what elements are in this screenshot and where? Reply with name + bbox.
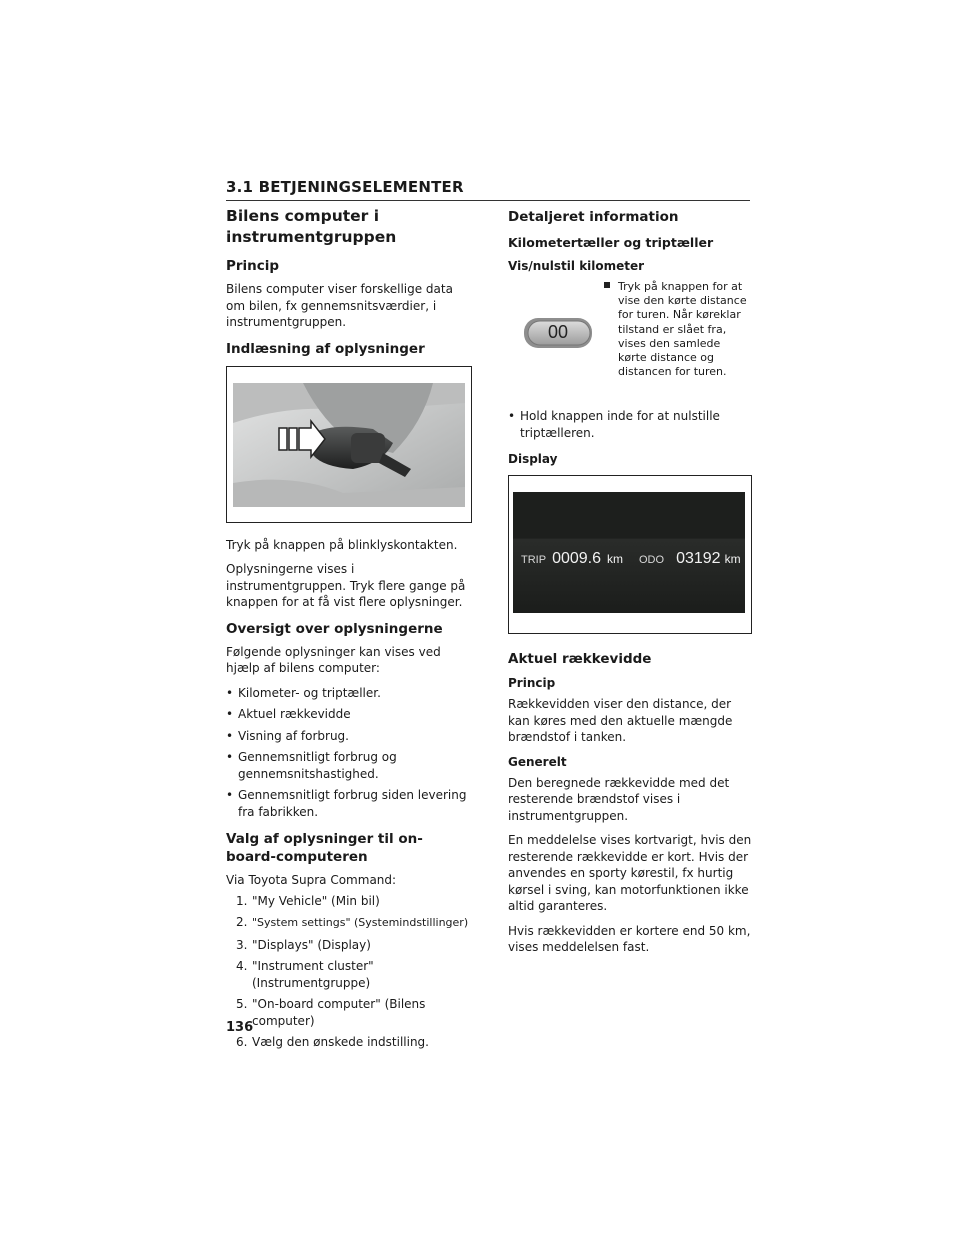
list-item: • Aktuel rækkevidde (226, 706, 470, 723)
odo-heading: Kilometertæller og triptæller (508, 235, 714, 250)
steps-list (236, 893, 470, 1051)
square-bullet-icon (604, 282, 610, 288)
list-item (236, 958, 470, 991)
display-heading: Display (508, 452, 558, 466)
list-item: • Visning af forbrug. (226, 728, 470, 745)
odo-unit: km (724, 552, 741, 566)
stalk-scene (233, 383, 465, 507)
step-text: "Displays" (Display) (252, 937, 371, 952)
list-item: • Gennemsnitligt forbrug siden levering fra fabrikken. (226, 787, 470, 820)
instrument-screen (513, 492, 745, 613)
right-column (508, 206, 752, 964)
reset-heading: Vis/nulstil kilometer (508, 259, 645, 273)
general-text-3: Hvis rækkevidden er kortere end 50 km, vises meddelelsen fast. (508, 923, 751, 954)
knob-description (604, 280, 752, 379)
principle-text: Bilens computer viser forskellige data om bilen, fx gennemsnitsværdier, i instrumentgruppen. (226, 282, 453, 329)
page-title: Bilens computer i instrumentgruppen (226, 207, 397, 246)
left-column (226, 206, 470, 1056)
odo-value: 03192 (676, 550, 721, 567)
general-heading: Generelt (508, 754, 567, 769)
step-number: 1. (236, 893, 248, 908)
select-heading: Valg af oplysninger til on-board-computeren (226, 831, 423, 865)
list-item (236, 937, 470, 954)
knob-label: 00 (548, 322, 569, 342)
overview-text: Følgende oplysninger kan vises ved hjælp af bilens computer: (226, 644, 441, 675)
step-number: 5. (236, 997, 248, 1011)
trip-odo-readout (521, 550, 741, 568)
step-text: "System settings" (Systemindstillinger) (252, 916, 469, 929)
turn-signal-stalk-drawing (233, 383, 465, 507)
overview-list (226, 685, 470, 821)
stalk-button-illustration (226, 366, 472, 523)
list-item (236, 914, 470, 932)
step-text: "Instrument cluster" (Instrumentgruppe) (252, 959, 374, 990)
hold-list (508, 408, 752, 441)
general-text-1: Den beregnede rækkevidde med det resterende brændstof vises i instrumentgruppen. (508, 775, 730, 823)
step-number: 2. (236, 915, 248, 929)
list-item: • Gennemsnitligt forbrug og gennemsnitshastighed. (226, 749, 470, 782)
step-text: "On-board computer" (Bilens computer) (252, 997, 426, 1028)
range-heading: Aktuel rækkevidde (508, 651, 652, 667)
trip-reset-button-illustration (508, 280, 604, 400)
principle-heading: Princip (226, 258, 280, 274)
select-intro: Via Toyota Supra Command: (226, 873, 397, 887)
list-item: • Kilometer- og triptæller. (226, 685, 470, 702)
list-item: • Hold knappen inde for at nulstille triptælleren. (508, 408, 752, 441)
list-item (236, 1034, 470, 1051)
step-number: 3. (236, 937, 248, 952)
range-principle-text: Rækkevidden viser den distance, der kan køres med den aktuelle mængde brændstof i tanken. (508, 697, 733, 744)
trip-label: TRIP (521, 554, 547, 566)
step-number: 4. (236, 959, 248, 973)
trip-unit: km (607, 552, 623, 566)
reading-heading: Indlæsning af oplysninger (226, 340, 425, 357)
knob-text: Tryk på knappen for at vise den kørte distance for turen. Når køreklar tilstand er slået fra, vises den samlede kørte distance og distancen for turen. (618, 280, 747, 379)
odo-label: ODO (639, 554, 665, 566)
general-text-2: En meddelelse vises kortvarigt, hvis den resterende rækkevidde er kort. Hvis der anvendes en sporty kørestil, fx hurtig kørsel i sving, kan motorfunktionen ikke altid garanteres. (508, 833, 752, 913)
overview-heading: Oversigt over oplysningerne (226, 620, 443, 637)
trip-value: 0009.6 (552, 550, 601, 567)
list-item (236, 996, 470, 1029)
reading-text-2: Oplysningerne vises i instrumentgruppen. Tryk flere gange på knappen for at få vist flere oplysninger. (226, 562, 466, 609)
page-number: 136 (226, 1020, 254, 1035)
reset-button-row (508, 280, 752, 400)
trip-display-illustration (508, 475, 752, 634)
reading-text-1: Tryk på knappen på blinklyskontakten. (226, 537, 458, 552)
detail-heading: Detaljeret information (508, 209, 679, 225)
range-principle-heading: Princip (508, 676, 556, 690)
step-text: "My Vehicle" (Min bil) (252, 893, 380, 908)
step-number: 6. (236, 1035, 248, 1049)
step-text: Vælg den ønskede indstilling. (252, 1035, 429, 1049)
list-item (236, 893, 470, 910)
section-header: 3.1 BETJENINGSELEMENTER (226, 178, 750, 201)
